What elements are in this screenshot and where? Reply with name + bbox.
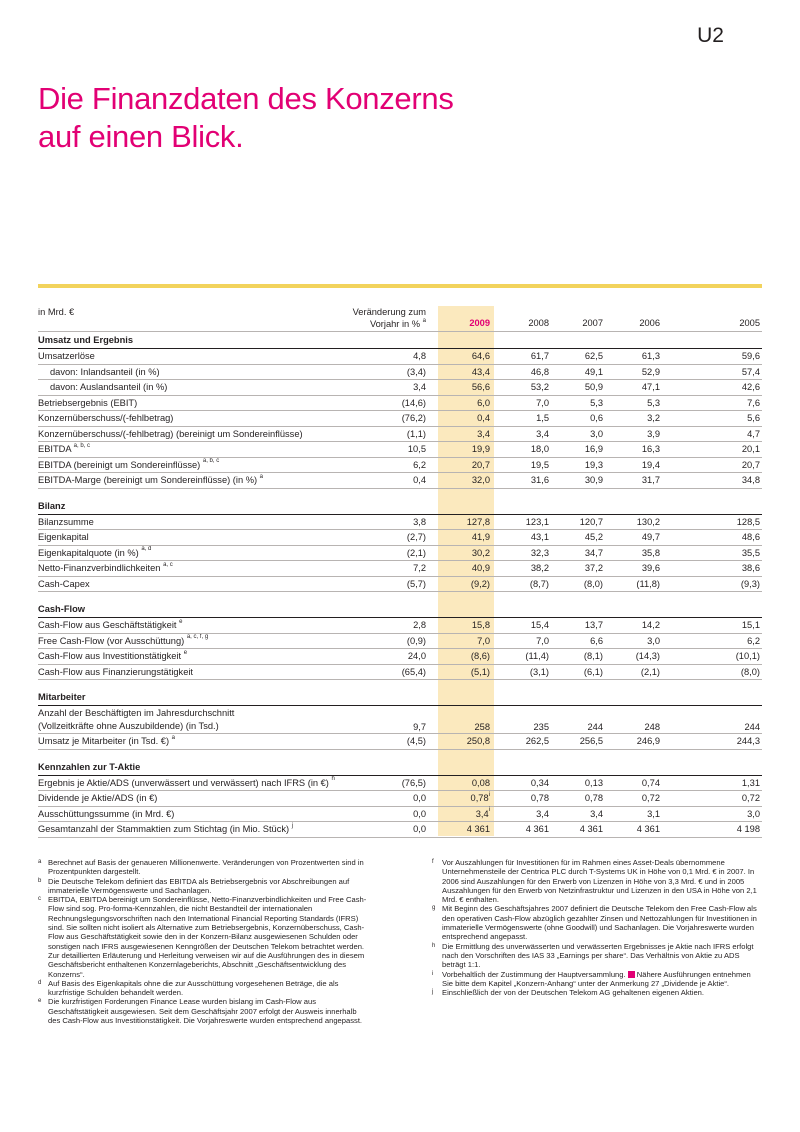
value-cell-2005: 5,6 [747,413,760,423]
footnote-mark: c [38,896,41,903]
value-cell-2009: 7,0 [477,635,490,646]
footnote-reference: h [331,776,335,783]
value-cell-2008: 235 [533,721,549,732]
value-cell-2006: 19,4 [641,459,660,470]
footnote-reference: e [179,618,183,625]
table-row [38,665,762,681]
footnote-reference: a, b, c [202,458,220,465]
value-cell-2009: 41,9 [471,532,490,542]
table-row [38,427,762,443]
table-row [38,618,762,634]
row-label: Free Cash-Flow (vor Ausschüttung) $^{a, c, f, g}$ [38,634,209,646]
footnote-text: Die Deutsche Telekom definiert das EBITDA als Betriebsergebnis vor Abschreibungen auf immaterielle Vermögenswerte und Sachanlagen. [48,876,350,895]
value-cell-2008: 46,8 [530,366,549,377]
value-cell-2008: 262,5 [525,736,549,746]
table-row [38,396,762,412]
value-cell-2008: 7,0 [536,635,549,646]
page-number-label: U2 [697,24,724,47]
value-cell-2005: 244 [744,721,760,732]
year-header-2006: 2006 [639,318,660,328]
footnote-text: Auf Basis des Eigenkapitals ohne die zur Ausschüttung vorgesehenen Beträge, die als kurzfristige Schulden behandelt werden. [48,978,339,998]
table-row [38,649,762,665]
value-cell-2005: 4 198 [736,824,760,834]
value-cell-2009: 0,4 [477,413,490,423]
change-value: 3,8 [413,516,426,527]
value-cell-2009: 250,8 [466,736,490,746]
footnote-mark: e [38,998,42,1005]
change-value: 10,5 [407,444,426,454]
value-cell-2005: 128,5 [736,516,760,527]
value-cell-2007: 6,6 [590,635,603,646]
footnote-text: Berechnet auf Basis der genaueren Millionenwerte. Veränderungen von Prozentwerten sind in Prozentpunkten dargestellt. [48,858,364,877]
value-cell-2008: 18,0 [530,444,549,454]
year-header-2005: 2005 [739,318,760,328]
value-cell-2006: 4 361 [636,824,660,834]
value-cell-2006: 31,7 [641,475,660,485]
value-cell-2009: 20,7 [471,459,490,470]
value-cell-2008: 38,2 [530,563,549,573]
reference-square-icon [628,971,635,978]
value-cell-2009: 64,6 [471,351,490,361]
value-cell-2009: 3,4 [477,428,490,439]
footnote-mark: g [432,905,436,912]
value-cell-2005: 57,4 [741,366,760,377]
footnotes-right-column [432,858,762,1025]
row-label: Konzernüberschuss/(-fehlbetrag) [38,413,174,423]
value-cell-2005: 1,31 [741,777,760,788]
value-cell-2009: 32,0 [471,475,490,485]
table-row [38,734,762,750]
footnote-reference: j [291,822,294,829]
table-row [38,577,762,593]
value-cell-2008: 61,7 [530,351,549,361]
footnote-item [38,997,368,1025]
row-label: davon: Auslandsanteil (in %) [50,382,168,392]
footnote-item [38,858,368,877]
footnote-item [432,942,762,970]
change-value: (5,7) [406,578,426,589]
table-row [38,706,762,734]
footnote-item [38,877,368,896]
value-cell-2009: (5,1) [470,666,490,677]
section-header: Kennzahlen zur T-Aktie [38,759,762,776]
footnote-reference: i [488,807,490,814]
value-cell-2006: 3,1 [647,808,660,819]
change-value: (14,6) [401,397,426,408]
row-label: Netto-Finanzverbindlichkeiten $^{a, c}$ [38,561,173,573]
page-title-line2: auf einen Blick. [38,119,244,154]
value-cell-2005: 4,7 [747,428,760,439]
footnote-item [432,858,762,904]
row-label: Ergebnis je Aktie/ADS (unverwässert und verwässert) nach IFRS (in €) $^h$ [38,776,335,788]
value-cell-2009: 40,9 [471,563,490,573]
value-cell-2005: 3,0 [747,808,760,819]
footnotes [38,858,762,1025]
value-cell-2008: 1,5 [536,413,549,423]
value-cell-2007: 19,3 [584,459,603,470]
value-cell-2007: (8,1) [583,651,603,661]
value-cell-2009: 127,8 [466,516,490,527]
change-value: (0,9) [406,635,426,646]
change-value: (65,4) [401,666,426,677]
footnote-reference: i [488,791,490,798]
value-cell-2007: 120,7 [579,516,603,527]
value-cell-2006: 246,9 [636,736,660,746]
value-cell-2007: 45,2 [584,532,603,542]
row-label: Umsatzerlöse [38,351,95,361]
footnote-mark: b [38,877,42,884]
value-cell-2008: 123,1 [525,516,549,527]
value-cell-2006: (11,8) [636,578,660,589]
value-cell-2008: 32,3 [530,547,549,558]
change-value: (76,5) [401,777,426,788]
footnote-mark: d [38,979,42,986]
change-value: 0,4 [413,475,426,485]
footnote-reference: a [171,734,175,741]
table-row [38,822,762,838]
row-label: Gesamtanzahl der Stammaktien zum Stichtag (in Mio. Stück) $^j$ [38,822,294,834]
footnote-item [432,988,762,997]
footnote-item [432,970,762,989]
footnote-text: Einschließlich der von der Deutschen Telekom AG gehaltenen eigenen Aktien. [442,988,705,998]
change-value: 6,2 [413,459,426,470]
value-cell-2007: 0,6 [590,413,603,423]
change-column-header: Veränderung zum Vorjahr in % $^a$ [352,307,426,329]
value-cell-2009: 258 [474,721,490,732]
value-cell-2005: (10,1) [735,651,760,661]
value-cell-2008: 0,34 [530,777,549,788]
table-row [38,561,762,577]
value-cell-2008: 15,4 [530,620,549,630]
value-cell-2006: 39,6 [641,563,660,573]
value-cell-2006: 3,9 [647,428,660,439]
change-value: 7,2 [413,563,426,573]
row-label: Dividende je Aktie/ADS (in €) [38,793,158,803]
table-row [38,458,762,474]
row-label: EBITDA (bereinigt um Sondereinflüsse) $^{a, b, c}$ [38,458,220,470]
footnote-reference: a, c [163,561,173,568]
footnote-reference: a, d [141,546,152,553]
table-header [38,306,762,332]
value-cell-2008: 19,5 [530,459,549,470]
value-cell-2008: 53,2 [530,382,549,392]
value-cell-2007: 50,9 [584,382,603,392]
footnote-item [38,895,368,979]
footnote-item [432,904,762,941]
value-cell-2006: 0,74 [641,777,660,788]
change-value: 3,4 [413,382,426,392]
value-cell-2008: 3,4 [536,808,549,819]
value-cell-2007: 49,1 [584,366,603,377]
value-cell-2008: 3,4 [536,428,549,439]
value-cell-2005: 48,6 [741,532,760,542]
unit-label: in Mrd. € [38,307,75,317]
value-cell-2008: (11,4) [525,651,549,661]
value-cell-2009: 56,6 [471,382,490,392]
value-cell-2006: 47,1 [641,382,660,392]
footnote-reference: a [259,473,264,480]
footnote-text: Vorbehaltlich der Zustimmung der Hauptversammlung. Nähere Ausführungen entnehmen Sie bitte dem Kapitel „Konzern-Anhang“ unter der Anmerkung 27 „Dividende je Aktie“. [442,969,751,988]
value-cell-2006: 49,7 [641,532,660,542]
table-row [38,349,762,365]
footnote-reference: a, c, f, g [186,634,209,641]
row-label: Cash-Flow aus Geschäftstätigkeit $^e$ [38,618,183,630]
value-cell-2007: 13,7 [584,620,603,630]
value-cell-2007: 244 [587,721,603,732]
footnote-text: Die kurzfristigen Forderungen Finance Lease wurden bislang im Cash-Flow aus Geschäftstätigkeit ausgewiesen. Seit dem Geschäftsjahr 2007 erfolgt der Ausweis innerhalb des Cash-Flow aus Investitionstätigkeit. Die Vorjahreswerte wurden entsprechend angepasst. [48,997,363,1026]
value-cell-2005: 59,6 [741,351,760,361]
page-title-line1: Die Finanzdaten des Konzerns [38,81,454,116]
value-cell-2005: (8,0) [740,666,760,677]
row-label: Cash-Capex [38,578,90,589]
footnote-text: Mit Beginn des Geschäftsjahres 2007 definiert die Deutsche Telekom den Free Cash-Flow als den operativen Cash-Flow abzüglich gezahlter Zinsen und Nettozahlungen für Investitionen in immaterielle Vermögenswerte (ohne Goodwill) und Sachanlagen. Die Vorjahreswerte wurden entsprechend angepasst. [442,904,757,942]
financial-table [38,306,762,838]
row-label: Betriebsergebnis (EBIT) [38,397,138,408]
value-cell-2009: 30,2 [471,547,490,558]
change-value: 0,0 [413,808,426,819]
value-cell-2008: 43,1 [530,532,549,542]
table-row [38,473,762,489]
year-header-2007: 2007 [582,318,603,328]
table-row [38,634,762,650]
value-cell-2009: 3,4$^i$ [475,807,490,819]
row-label: Anzahl der Beschäftigten im Jahresdurchschnitt (Vollzeitkräfte ohne Auszubildende) (in Tsd.) [38,708,235,731]
accent-bar [38,284,762,288]
value-cell-2008: 4 361 [525,824,549,834]
value-cell-2006: 0,72 [641,793,660,803]
value-cell-2009: 0,08 [471,777,490,788]
value-cell-2005: 42,6 [741,382,760,392]
value-cell-2006: 3,0 [647,635,660,646]
change-value: (4,5) [406,736,426,746]
table-row [38,411,762,427]
value-cell-2005: 244,3 [736,736,760,746]
value-cell-2009: (9,2) [470,578,490,589]
value-cell-2007: 0,78 [584,793,603,803]
footnote-text: Vor Auszahlungen für Investitionen für im Rahmen eines Asset-Deals übernommene Unternehmensteile der Centrica PLC durch T-Systems UK in Höhe von 0,1 Mrd. € in 2007. In 2006 sind Auszahlungen für den Erwerb von Lizenzen in Höhe von 3,3 Mrd. € und in 2005 Auszahlungen für den Erwerb von Netzinfrastruktur und Lizenzen in den USA in Höhe von 2,1 Mrd. € enthalten. [442,858,757,905]
value-cell-2007: 16,9 [584,444,603,454]
value-cell-2009: (8,6) [470,651,490,661]
row-label: Eigenkapital [38,532,89,542]
row-label: EBITDA-Marge (bereinigt um Sondereinflüsse) (in %) $^a$ [38,473,264,485]
value-cell-2005: 35,5 [741,547,760,558]
table-row [38,515,762,531]
value-cell-2006: 130,2 [636,516,660,527]
footnote-mark: h [432,942,436,949]
value-cell-2006: 61,3 [641,351,660,361]
value-cell-2005: 6,2 [747,635,760,646]
row-label: Cash-Flow aus Finanzierungstätigkeit [38,666,194,677]
change-value: (76,2) [401,413,426,423]
table-row [38,791,762,807]
footnote-text: EBITDA, EBITDA bereinigt um Sondereinflüsse, Netto-Finanzverbindlichkeiten und Free Cash-Flow sind sog. Pro-forma-Kennzahlen, die nicht Bestandteil der internationalen Rechnungslegungsvorschriften nach den International Financial Reporting Standards (IFRS) sind. Sie sollten nicht isoliert als Alternative zum Betriebsergebnis, Konzernüberschuss, Cash-Flow aus Geschäftstätigkeit sowie den in der Konzern-Bilanz ausgewiesenen Schulden oder sonstigen nach IFRS ausgewiesenen Kenngrößen der Deutschen Telekom betrachtet werden. Zur detaillierten Erläuterung und Herleitung verweisen wir auf die Ausführungen des in diesem Geschäftsbericht enthaltenen Konzernlageberichts, Abschnitt „Geschäftsentwicklung des Konzerns“. [48,895,367,979]
value-cell-2007: 256,5 [579,736,603,746]
section-header: Bilanz [38,498,762,515]
value-cell-2007: 30,9 [584,475,603,485]
value-cell-2005: 0,72 [741,793,760,803]
value-cell-2006: (2,1) [640,666,660,677]
row-label: Konzernüberschuss/(-fehlbetrag) (bereinigt um Sondereinflüsse) [38,428,303,439]
value-cell-2005: (9,3) [740,578,760,589]
table-body [38,332,762,838]
table-row [38,365,762,381]
footnote-mark: i [432,970,434,977]
footnote-text: Die Ermittlung des unverwässerten und verwässerten Ergebnisses je Aktie nach IFRS erfolgt nach den Vorschriften des IAS 33 „Earnings per share“. Das Verhältnis von Aktie zu ADS beträgt 1:1. [442,941,754,970]
table-row [38,807,762,823]
value-cell-2005: 20,7 [741,459,760,470]
table-row [38,442,762,458]
table-row [38,776,762,792]
footnote-mark: j [432,989,434,996]
change-value: (3,4) [406,366,426,377]
footnote-reference: a, b, c [73,442,91,449]
value-cell-2006: 16,3 [641,444,660,454]
year-header-2009: 2009 [469,318,490,328]
table-row [38,380,762,396]
row-label: Cash-Flow aus Investitionstätigkeit $^e$ [38,649,188,661]
footnote-mark: a [38,859,42,865]
row-label: EBITDA $^{a, b, c}$ [38,442,91,454]
value-cell-2007: 3,0 [590,428,603,439]
footnotes-left-column [38,858,368,1025]
value-cell-2006: 35,8 [641,547,660,558]
value-cell-2007: (6,1) [583,666,603,677]
value-cell-2009: 4 361 [466,824,490,834]
value-cell-2007: 0,13 [584,777,603,788]
change-value: (2,1) [406,547,426,558]
row-label: Bilanzsumme [38,516,94,527]
value-cell-2009: 15,8 [471,620,490,630]
value-cell-2005: 20,1 [741,444,760,454]
footnote-reference: e [183,649,188,656]
footnote-item [38,979,368,998]
value-cell-2009: 43,4 [471,366,490,377]
change-value: (1,1) [406,428,426,439]
value-cell-2007: 62,5 [584,351,603,361]
value-cell-2009: 6,0 [477,397,490,408]
footnote-mark: f [432,859,434,865]
value-cell-2006: 3,2 [647,413,660,423]
value-cell-2006: 52,9 [641,366,660,377]
value-cell-2009: 0,78$^i$ [470,791,490,803]
row-label: davon: Inlandsanteil (in %) [50,366,160,377]
value-cell-2007: 4 361 [579,824,603,834]
value-cell-2007: 3,4 [590,808,603,819]
row-label: Umsatz je Mitarbeiter (in Tsd. €) $^a$ [38,734,175,746]
change-value: 2,8 [413,620,426,630]
section-header: Umsatz und Ergebnis [38,332,762,349]
value-cell-2008: (3,1) [529,666,549,677]
value-cell-2007: 34,7 [584,547,603,558]
table-row [38,530,762,546]
value-cell-2008: 7,0 [536,397,549,408]
row-label: Eigenkapitalquote (in %) $^{a, d}$ [38,546,152,558]
change-value: 4,8 [413,351,426,361]
table-row [38,546,762,562]
value-cell-2007: 5,3 [590,397,603,408]
change-value: 0,0 [413,793,426,803]
value-cell-2006: 14,2 [641,620,660,630]
value-cell-2005: 34,8 [741,475,760,485]
section-header: Mitarbeiter [38,689,762,706]
value-cell-2006: 5,3 [647,397,660,408]
change-value: 9,7 [413,721,426,732]
value-cell-2007: (8,0) [583,578,603,589]
value-cell-2008: 0,78 [530,793,549,803]
change-value: (2,7) [406,532,426,542]
change-value: 0,0 [413,824,426,834]
page-title [38,80,558,156]
value-cell-2005: 15,1 [741,620,760,630]
value-cell-2009: 19,9 [471,444,490,454]
value-cell-2005: 38,6 [741,563,760,573]
value-cell-2005: 7,6 [747,397,760,408]
change-value: 24,0 [407,651,426,661]
value-cell-2006: 248 [644,721,660,732]
value-cell-2006: (14,3) [635,651,660,661]
value-cell-2008: 31,6 [530,475,549,485]
section-header: Cash-Flow [38,601,762,618]
value-cell-2008: (8,7) [529,578,549,589]
value-cell-2007: 37,2 [584,563,603,573]
year-header-2008: 2008 [528,318,549,328]
row-label: Ausschüttungssumme (in Mrd. €) [38,808,175,819]
